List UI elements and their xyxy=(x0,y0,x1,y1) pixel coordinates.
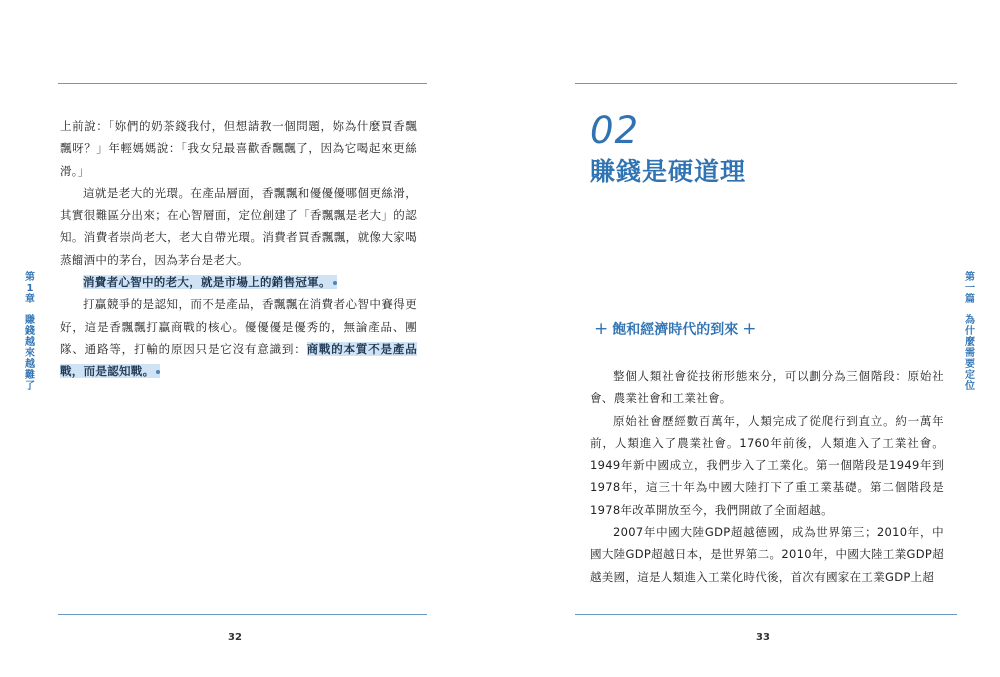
paragraph xyxy=(60,293,417,382)
paragraph: 上前說：「妳們的奶茶錢我付，但想請教一個問題，妳為什麼買香飄飄呀？」年輕媽媽說：「我女兒最喜歡香飄飄了，因為它喝起來更絲滑。」 xyxy=(60,119,417,178)
left-body-text xyxy=(60,115,417,383)
chapter-title: 賺錢是硬道理 xyxy=(590,157,747,186)
right-sidebar xyxy=(963,272,977,392)
part-running-title: 為什麼需要定位 xyxy=(965,315,975,392)
right-body-text xyxy=(590,365,944,588)
bottom-rule xyxy=(575,614,957,615)
paragraph: 這就是老大的光環。在產品層面，香飄飄和優優優哪個更絲滑，其實很難區分出來；在心智層面，定位創建了「香飄飄是老大」的認知。消費者崇尚老大，老大自帶光環。消費者買香飄飄，就像大家喝蒸餾酒中的茅台，因為茅台是老大。 xyxy=(60,185,417,267)
paragraph: 2007年中國大陸GDP超越德國，成為世界第三；2010年，中國大陸GDP超越日本，是世界第二。2010年，中國大陸工業GDP超越美國，這是人類進入工業化時代後，首次有國家在工業GDP上超 xyxy=(590,525,944,584)
paragraph: 整個人類社會從技術形態來分，可以劃分為三個階段：原始社會、農業社會和工業社會。 xyxy=(590,369,944,406)
top-rule xyxy=(575,83,957,84)
page-number: 32 xyxy=(228,632,242,643)
bottom-rule xyxy=(58,614,427,615)
chapter-running-title: 賺錢越來越難了 xyxy=(25,315,35,392)
highlight-line: 消費者心智中的老大，就是市場上的銷售冠軍。 xyxy=(83,275,337,289)
top-rule xyxy=(58,83,427,84)
plus-icon: + xyxy=(742,319,757,339)
plus-icon: + xyxy=(594,319,609,339)
section-heading xyxy=(590,318,761,341)
paragraph: 原始社會歷經數百萬年，人類完成了從爬行到直立。約一萬年前，人類進入了農業社會。1760年前後，人類進入了工業社會。1949年新中國成立，我們步入了工業化。第一個階段是1949年到1978年，這三十年為中國大陸打下了重工業基礎。第二個階段是1978年改革開放至今，我們開啟了全面超越。 xyxy=(590,413,944,517)
part-label: 第一篇 xyxy=(965,272,975,305)
chapter-label: 第1章 xyxy=(25,272,35,305)
highlight-paragraph xyxy=(60,271,417,293)
final-paragraph-highlight: 商戰的本質不是產品戰，而是認知戰。 xyxy=(60,341,418,379)
left-sidebar xyxy=(23,272,37,392)
final-paragraph-text: 打贏競爭的是認知，而不是產品，香飄飄在消費者心智中賽得更好，這是香飄飄打贏商戰的核心。優優優是優秀的，無論產品、團隊、通路等，打輸的原因只是它沒有意識到： xyxy=(60,297,417,356)
chapter-number: 02 xyxy=(590,109,640,152)
section-heading-text: 飽和經濟時代的到來 xyxy=(612,322,739,338)
page-number: 33 xyxy=(756,632,770,643)
